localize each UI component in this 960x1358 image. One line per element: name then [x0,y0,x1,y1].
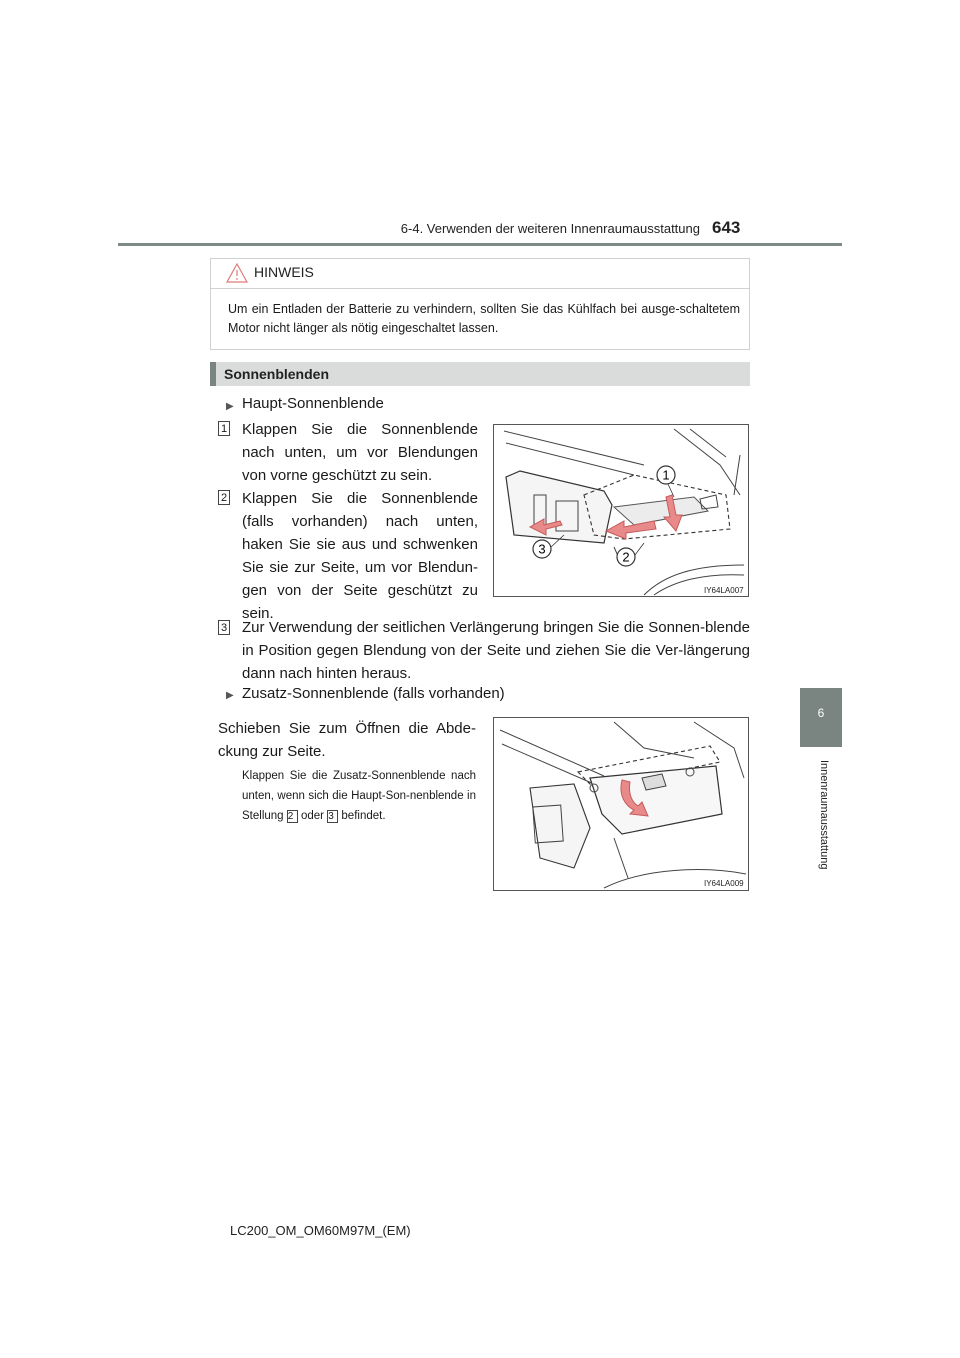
bullet-main-visor: Haupt-Sonnenblende [242,395,384,412]
callout-label: 3 [538,541,546,557]
step-text: Zur Verwendung der seitlichen Verlängerung bringen Sie die Sonnen-blende in Position gegen Blendung von der Seite und ziehen Sie die Ver-längerung dann nach hinten heraus. [242,619,750,682]
figure-code: IY64LA007 [704,586,744,595]
chapter-label: Innenraumausstattung [818,760,830,870]
note-title: HINWEIS [254,264,314,280]
bullet-arrow-icon: ▶ [226,690,234,701]
note-text: Um ein Entladen der Batterie zu verhindern, sollten Sie das Kühlfach bei ausge-schaltetem Motor nicht länger als nötig eingeschaltet lassen. [228,302,740,335]
aux-visor-note-text: Klappen Sie die Zusatz-Sonnenblende nach unten, wenn sich die Haupt-Son-nenblende in Stellung [242,770,476,822]
aux-visor-note-end: befindet. [341,810,386,822]
warning-icon [226,263,248,283]
aux-visor-note-oder: oder [300,810,324,822]
chapter-number: 6 [817,706,825,720]
section-heading: 6-4. Verwenden der weiteren Innenraumausstattung [400,221,700,236]
figure-aux-visor [493,717,749,891]
aux-visor-illustration [494,718,748,890]
step-number: 2 [218,490,230,505]
bullet-aux-visor: Zusatz-Sonnenblende (falls vorhanden) [242,685,505,702]
document-id: LC200_OM_OM60M97M_(EM) [230,1223,411,1238]
main-visor-illustration [494,425,748,596]
aux-visor-text: Schieben Sie zum Öffnen die Abde-ckung zur Seite. [218,720,476,760]
figure-code: IY64LA009 [704,879,744,888]
step-text: Klappen Sie die Sonnenblende (falls vorhanden) nach unten, haken Sie sie aus und schwenken Sie sie zur Seite, um vor Blendun-gen von der Seite geschützt zu sein. [242,490,478,622]
step-ref: 2 [287,810,298,823]
figure-main-visor [493,424,749,597]
step-number: 1 [218,421,230,436]
step-ref: 3 [327,810,338,823]
step-number: 3 [218,620,230,635]
section-bar-accent [210,362,216,386]
bullet-arrow-icon: ▶ [226,401,234,412]
callout-label: 2 [622,549,630,565]
section-title: Sonnenblenden [224,366,329,382]
step-text: Klappen Sie die Sonnenblende nach unten, um vor Blendungen von vorne geschützt zu sein. [242,421,478,484]
aux-visor-note [242,766,476,826]
page-number: 643 [712,218,741,237]
header-rule [118,243,842,246]
callout-label: 1 [662,467,670,483]
note-divider [211,288,749,289]
